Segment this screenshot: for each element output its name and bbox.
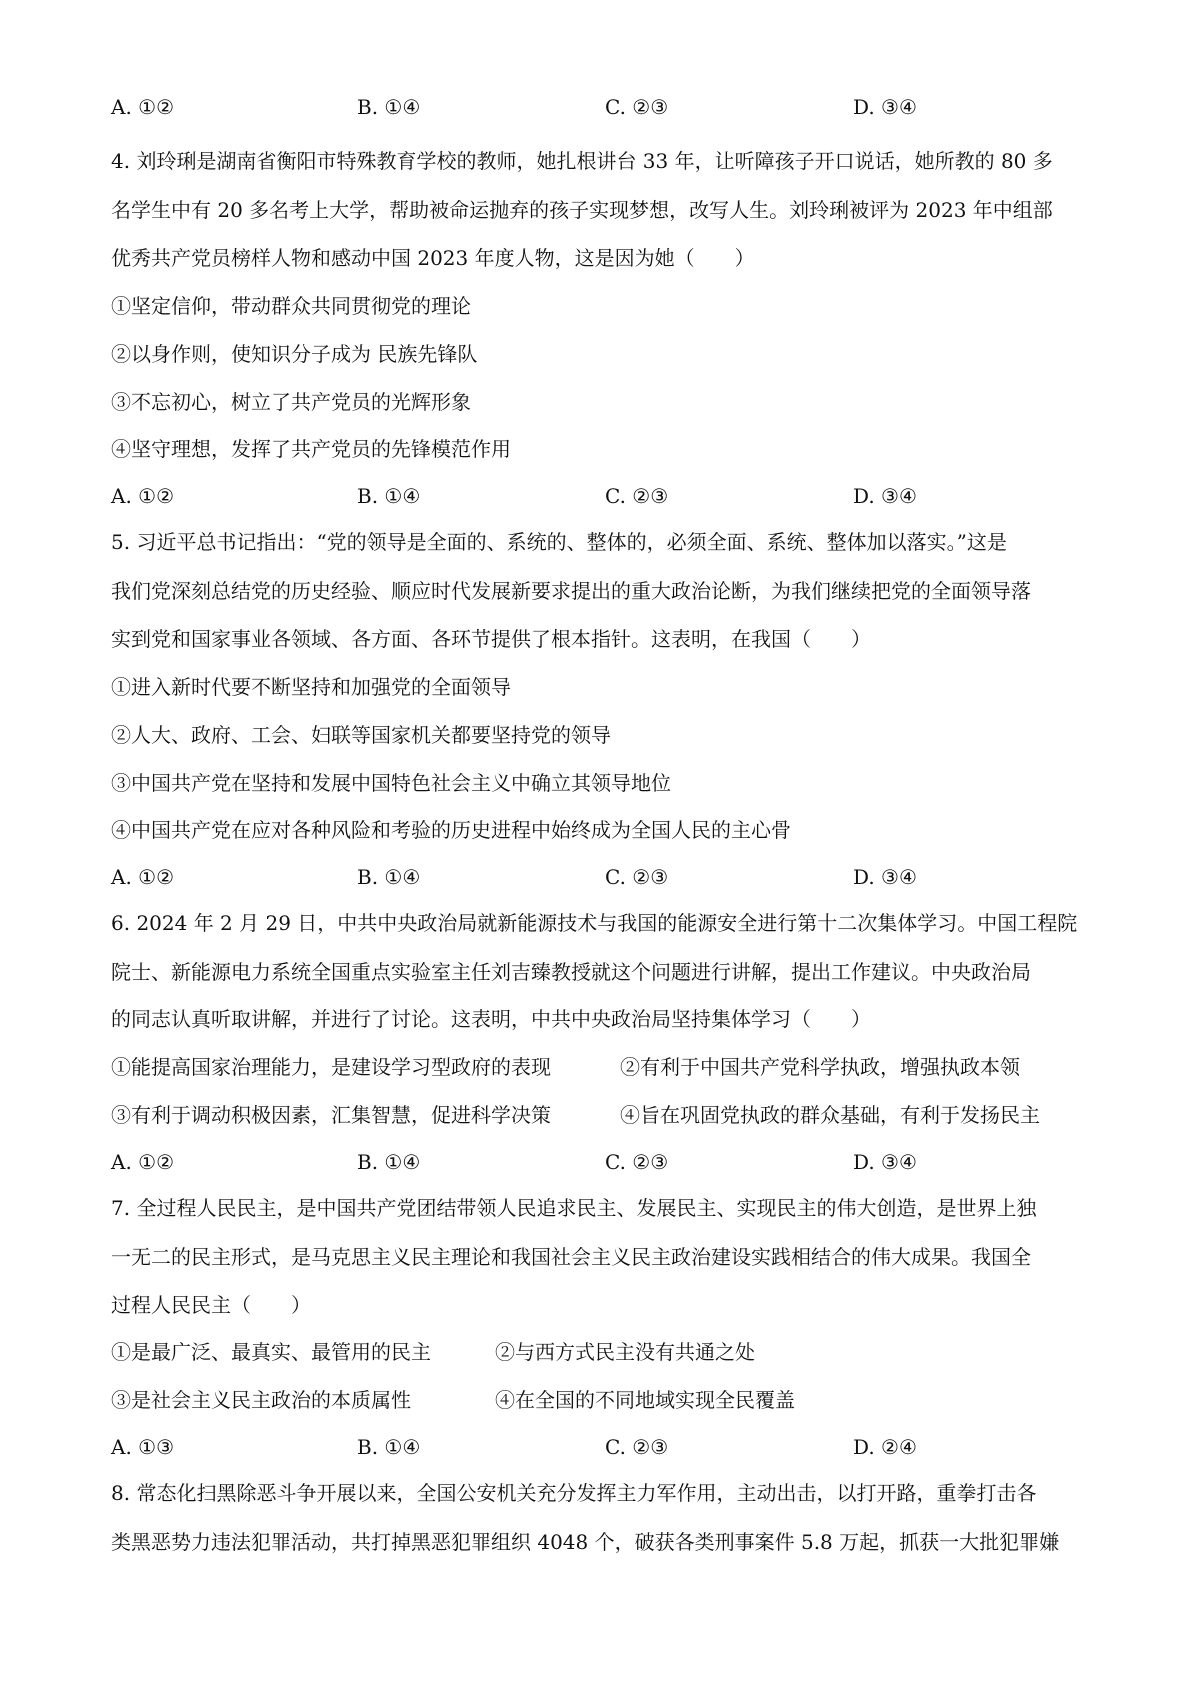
q6-stem-line-2: 院士、新能源电力系统全国重点实验室主任刘吉臻教授就这个问题进行讲解，提出工作建议。中央政治局 [111,960,1031,984]
q5-option-d: D. ③④ [853,865,917,889]
q7-stem-line-2: 一无二的民主形式，是马克思主义民主理论和我国社会主义民主政治建设实践相结合的伟大成果。我国全 [111,1245,1031,1269]
q5-statement-1: ①进入新时代要不断坚持和加强党的全面领导 [111,675,511,699]
q6-option-c: C. ②③ [605,1150,669,1174]
q4-option-c: C. ②③ [605,484,669,508]
q7-stem-line-1: 7. 全过程人民民主，是中国共产党团结带领人民追求民主、发展民主、实现民主的伟大创造，是世界上独 [111,1196,1037,1220]
q4-stem-line-1: 4. 刘玲琍是湖南省衡阳市特殊教育学校的教师，她扎根讲台 33 年，让听障孩子开口说话，她所教的 80 多 [111,149,1053,173]
q6-option-d: D. ③④ [853,1150,917,1174]
q6-option-b: B. ①④ [357,1150,421,1174]
q4-statement-2: ②以身作则，使知识分子成为 民族先锋队 [111,342,478,366]
q5-option-c: C. ②③ [605,865,669,889]
q3-option-c: C. ②③ [605,95,669,119]
q7-option-c: C. ②③ [605,1435,669,1459]
q7-option-a: A. ①③ [111,1435,175,1459]
q7-stem-line-3: 过程人民民主（ ） [111,1293,311,1317]
q6-statement-3: ③有利于调动积极因素，汇集智慧，促进科学决策 [111,1103,551,1127]
q5-statement-4: ④中国共产党在应对各种风险和考验的历史进程中始终成为全国人民的主心骨 [111,818,791,842]
q7-option-d: D. ②④ [853,1435,917,1459]
q7-statement-2: ②与西方式民主没有共通之处 [495,1340,755,1364]
q4-statement-1: ①坚定信仰，带动群众共同贯彻党的理论 [111,294,471,318]
q5-stem-line-3: 实到党和国家事业各领域、各方面、各环节提供了根本指针。这表明，在我国（ ） [111,627,871,651]
q5-stem-line-2: 我们党深刻总结党的历史经验、顺应时代发展新要求提出的重大政治论断，为我们继续把党的全面领导落 [111,579,1031,603]
q4-stem-line-2: 名学生中有 20 多名考上大学，帮助被命运抛弃的孩子实现梦想，改写人生。刘玲琍被评为 2023 年中组部 [111,198,1053,222]
q3-option-a: A. ①② [111,95,175,119]
q8-stem-line-1: 8. 常态化扫黑除恶斗争开展以来，全国公安机关充分发挥主力军作用，主动出击，以打开路，重拳打击各 [111,1481,1037,1505]
q5-statement-3: ③中国共产党在坚持和发展中国特色社会主义中确立其领导地位 [111,771,671,795]
q6-option-a: A. ①② [111,1150,175,1174]
q6-stem-line-3: 的同志认真听取讲解，并进行了讨论。这表明，中共中央政治局坚持集体学习（ ） [111,1007,871,1031]
q7-statement-4: ④在全国的不同地域实现全民覆盖 [495,1388,795,1412]
q7-option-b: B. ①④ [357,1435,421,1459]
q6-stem-line-1: 6. 2024 年 2 月 29 日，中共中央政治局就新能源技术与我国的能源安全进行第十二次集体学习。中国工程院 [111,911,1078,935]
q5-stem-line-1: 5. 习近平总书记指出：“党的领导是全面的、系统的、整体的，必须全面、系统、整体加以落实。”这是 [111,530,1007,554]
q6-statement-2: ②有利于中国共产党科学执政，增强执政本领 [620,1055,1020,1079]
q3-option-d: D. ③④ [853,95,917,119]
q4-statement-3: ③不忘初心，树立了共产党员的光辉形象 [111,390,471,414]
q4-option-b: B. ①④ [357,484,421,508]
q4-option-a: A. ①② [111,484,175,508]
q4-stem-line-3: 优秀共产党员榜样人物和感动中国 2023 年度人物，这是因为她（ ） [111,246,755,270]
q5-option-a: A. ①② [111,865,175,889]
q4-option-d: D. ③④ [853,484,917,508]
q5-option-b: B. ①④ [357,865,421,889]
q3-option-b: B. ①④ [357,95,421,119]
q6-statement-4: ④旨在巩固党执政的群众基础，有利于发扬民主 [620,1103,1040,1127]
q4-statement-4: ④坚守理想，发挥了共产党员的先锋模范作用 [111,437,511,461]
q7-statement-1: ①是最广泛、最真实、最管用的民主 [111,1340,431,1364]
q6-statement-1: ①能提高国家治理能力，是建设学习型政府的表现 [111,1055,551,1079]
q5-statement-2: ②人大、政府、工会、妇联等国家机关都要坚持党的领导 [111,723,611,747]
q8-stem-line-2: 类黑恶势力违法犯罪活动，共打掉黑恶犯罪组织 4048 个，破获各类刑事案件 5.8 万起，抓获一大批犯罪嫌 [111,1530,1060,1554]
q7-statement-3: ③是社会主义民主政治的本质属性 [111,1388,411,1412]
